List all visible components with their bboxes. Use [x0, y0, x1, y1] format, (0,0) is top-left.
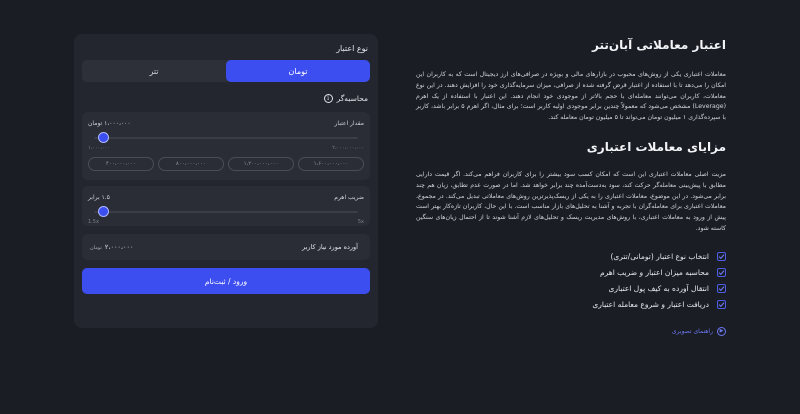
page-title: اعتبار معاملاتی آبان‌تتر: [591, 38, 726, 52]
check-icon: [717, 300, 726, 309]
leverage-slider[interactable]: [88, 206, 364, 218]
step-label: محاسبه میزان اعتبار و ضریب اهرم: [599, 268, 709, 278]
currency-toggle: [82, 60, 370, 82]
list-item: [416, 249, 726, 265]
list-item: [416, 265, 726, 281]
credit-amount-value: ۱،۰۰۰،۰۰۰ تومان: [88, 119, 131, 127]
play-icon: ▶: [717, 327, 726, 336]
check-icon: [717, 268, 726, 277]
login-register-button[interactable]: ورود / ثبت‌نام: [82, 268, 370, 294]
calculator-heading: [82, 92, 370, 104]
preset-amounts: [88, 157, 364, 171]
required-deposit-value: [90, 243, 134, 251]
preset-button-1200m[interactable]: ۱،۲۰۰،۰۰۰،۰۰۰: [228, 157, 294, 171]
slider-track: [94, 211, 358, 213]
benefits-heading: مزایای معاملات اعتباری: [586, 139, 726, 154]
slider-thumb[interactable]: [98, 206, 109, 217]
range-max-label: 5x: [357, 219, 364, 225]
preset-button-1600m[interactable]: ۱،۶۰۰،۰۰۰،۰۰۰: [298, 157, 364, 171]
visual-guide-link[interactable]: [416, 327, 726, 336]
step-label: دریافت اعتبار و شروع معامله اعتباری: [592, 300, 709, 310]
intro-paragraph: معاملات اعتباری یکی از روش‌های محبوب در بازارهای مالی و بویژه در صرافی‌های ارز دیجیتال است که به کاربران این امکان را می‌دهد تا با استفاده از اعتبار قرض گرفته شده از صرافی، میزان سرمایه‌گذاری خود را افزایش دهند. در این نوع معاملات، کاربران می‌توانند معامله‌ای با حجم بالاتر از موجودی خود انجام دهند. این اعتبار با استفاده از یک اهرم (Leverage) مشخص می‌شود که معمولاً چندین برابر موجودی اولیه کاربر است؛ برای مثال، اگر اهرم ۵ برابر باشد، کاربر با سپرده‌گذاری ۱ میلیون تومان می‌تواند تا ۵ میلیون تومان معامله کند.: [416, 71, 726, 122]
required-deposit-label: آورده مورد نیاز کاربر: [302, 243, 358, 251]
tab-tether[interactable]: تتر: [149, 66, 159, 76]
slider-track: [94, 137, 358, 139]
step-label: انتخاب نوع اعتبار (تومانی/تتری): [610, 252, 709, 262]
list-item: [416, 297, 726, 313]
slider-thumb[interactable]: [98, 132, 109, 143]
calculator-label: محاسبه‌گر: [336, 93, 368, 103]
credit-amount-slider[interactable]: [88, 132, 364, 144]
range-max-label: ۲،۰۰۰،۰۰۰،۰۰۰: [332, 145, 364, 151]
leverage-label: ضریب اهرم: [334, 193, 364, 201]
credit-amount-panel: [82, 112, 370, 180]
step-label: انتقال آورده به کیف پول اعتباری: [608, 284, 709, 294]
article-section: [416, 34, 726, 336]
check-icon: [717, 284, 726, 293]
list-item: [416, 281, 726, 297]
required-deposit-unit: تومان: [90, 245, 102, 251]
info-icon[interactable]: i: [324, 94, 333, 103]
visual-guide-label: راهنمای تصویری: [671, 327, 713, 335]
benefits-paragraph: مزیت اصلی معاملات اعتباری این است که امکان کسب سود بیشتر را برای کاربران فراهم می‌کند. اگر قیمت دارایی مطابق با پیش‌بینی معامله‌گر حرکت کند، سود به‌دست‌آمده چند برابر خواهد شد. اما در صورت عدم تطابق، زیان هم چند برابر می‌شود. در این موضوع، معاملات اعتباری را به یکی از ریسک‌پذیرترین روش‌های معاملاتی تبدیل می‌کند. در مجموع، معاملات اعتباری برای معامله‌گران با تجربه و آشنا به تحلیل‌های بازار مناسب است. با این حال، کاربران تازه‌کار بهتر است پیش از ورود به معاملات اعتباری، با روش‌های مدیریت ریسک و تحلیل‌های لازم آشنا شوند تا از احتمال زیان‌های سنگین کاسته شود.: [416, 170, 726, 232]
preset-button-800m[interactable]: ۸۰۰،۰۰۰،۰۰۰: [158, 157, 224, 171]
leverage-panel: [82, 186, 370, 226]
credit-amount-label: مقدار اعتبار: [334, 119, 364, 127]
preset-button-400m[interactable]: ۴۰۰،۰۰۰،۰۰۰: [88, 157, 154, 171]
steps-checklist: [416, 249, 726, 313]
leverage-value: ۱.۵ برابر: [88, 193, 110, 201]
range-min-label: 1.5x: [88, 219, 99, 225]
range-min-label: ۱،۰۰۰،۰۰۰: [88, 145, 111, 151]
credit-calculator-card: [74, 34, 378, 328]
required-deposit-amount: ۲،۰۰۰،۰۰۰: [104, 243, 134, 251]
check-icon: [717, 252, 726, 261]
required-deposit-box: [82, 234, 370, 260]
tab-toman[interactable]: تومان: [226, 60, 370, 82]
credit-type-title: نوع اعتبار: [336, 44, 368, 53]
